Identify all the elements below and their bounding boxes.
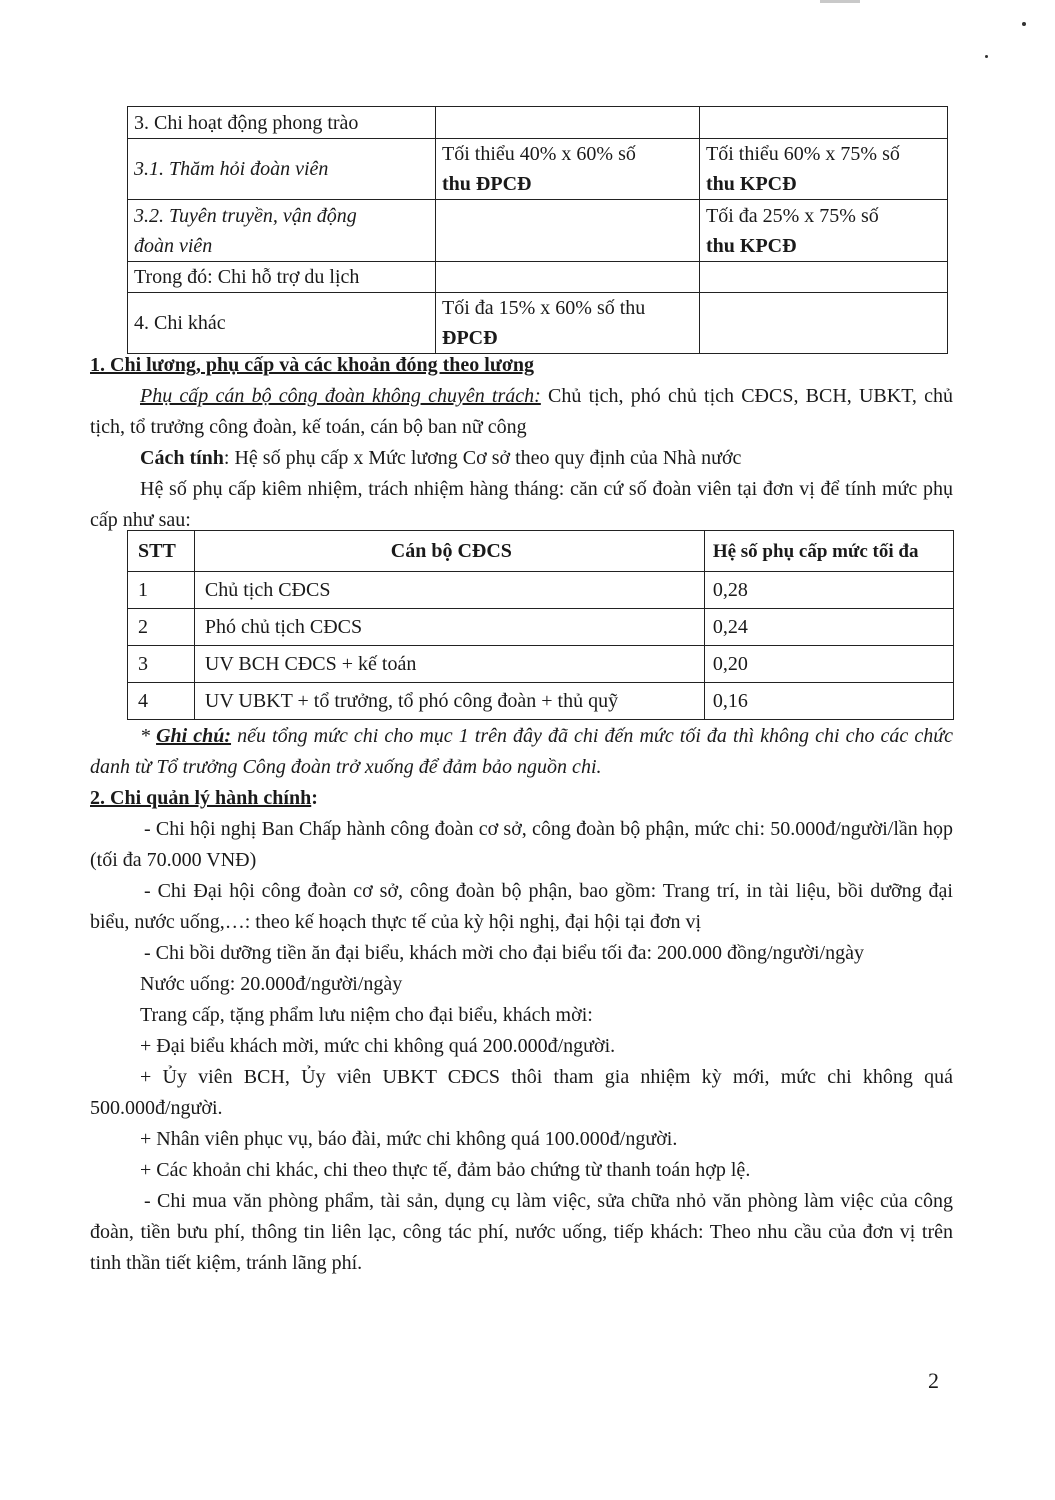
- paragraph: + Đại biểu khách mời, mức chi không quá 200.000đ/người.: [140, 1035, 616, 1057]
- table-cell: 3.1. Thăm hỏi đoàn viên: [128, 139, 436, 200]
- column-header: Cán bộ CĐCS: [194, 531, 704, 572]
- paragraph: Trang cấp, tặng phẩm lưu niệm cho đại biểu, khách mời:: [140, 1004, 593, 1026]
- table-row: [128, 200, 948, 262]
- section-heading: [90, 350, 953, 381]
- section-heading-text: 2. Chi quản lý hành chính: [90, 787, 312, 809]
- paragraph: + Ủy viên BCH, Ủy viên UBKT CĐCS thôi tham gia nhiệm kỳ mới, mức chi không quá 500.000đ/người.: [90, 1066, 953, 1119]
- table-cell: 3. Chi hoạt động phong trào: [128, 107, 436, 139]
- allowance-label: Phụ cấp cán bộ công đoàn không chuyên trách:: [140, 385, 541, 407]
- table-cell: Trong đó: Chi hỗ trợ du lịch: [128, 262, 436, 293]
- cell-line: thu KPCĐ: [706, 173, 797, 195]
- table-cell: [436, 293, 700, 354]
- table-cell: UV BCH CĐCS + kế toán: [194, 646, 704, 683]
- cell-line: Tối đa 25% x 75% số: [706, 204, 879, 227]
- paragraph: [90, 443, 953, 474]
- heading-colon: :: [311, 787, 318, 809]
- table-cell: [128, 200, 436, 262]
- table-cell: 4. Chi khác: [128, 293, 436, 354]
- cell-line: ĐPCĐ: [442, 327, 498, 349]
- note: [90, 721, 953, 783]
- paragraph: - Chi mua văn phòng phẩm, tài sản, dụng cụ làm việc, sửa chữa nhỏ văn phòng làm việc của công đoàn, tiền bưu phí, thông tin liên lạc, công tác phí, nước uống, tiếp khách: Theo nhu cầu của đơn vị trên tinh thần tiết kiệm, tránh lãng phí.: [90, 1190, 953, 1274]
- section-2: [90, 721, 953, 1279]
- table-row: [128, 646, 954, 683]
- table-cell: [436, 139, 700, 200]
- column-header: STT: [128, 531, 195, 572]
- table-cell: [436, 262, 700, 293]
- paragraph: Nước uống: 20.000đ/người/ngày: [140, 973, 403, 995]
- cell-line: Tối đa 15% x 60% số thu: [442, 297, 646, 319]
- cell-line: đoàn viên: [134, 234, 213, 257]
- table-cell: [700, 293, 948, 354]
- cell-line: Tối thiểu 60% x 75% số: [706, 143, 900, 165]
- budget-table: [127, 106, 948, 354]
- table-cell: [700, 107, 948, 139]
- method-label: Cách tính: [140, 447, 224, 469]
- table-cell: [700, 262, 948, 293]
- cell-line: thu ĐPCĐ: [442, 173, 532, 195]
- table-cell: 0,24: [704, 609, 953, 646]
- scan-dot: [985, 55, 988, 58]
- paragraph: - Chi Đại hội công đoàn cơ sở, công đoàn bộ phận, bao gồm: Trang trí, in tài liệu, bồi dưỡng đại biểu, nước uống,…: theo kế hoạch thực tế của kỳ hội nghị, đại hội tại đơn vị: [90, 880, 953, 933]
- table-cell: 2: [128, 609, 195, 646]
- paragraph: - Chi bồi dưỡng tiền ăn đại biểu, khách mời cho đại biểu tối đa: 200.000 đồng/người/ngày: [144, 942, 864, 964]
- paragraph: - Chi hội nghị Ban Chấp hành công đoàn cơ sở, công đoàn bộ phận, mức chi: 50.000đ/người/lần họp (tối đa 70.000 VNĐ): [90, 818, 953, 871]
- table-cell: 0,16: [704, 683, 953, 720]
- section-1: [90, 350, 953, 536]
- page-number: 2: [928, 1368, 939, 1393]
- scan-mark: [820, 0, 860, 3]
- section-heading: [90, 783, 953, 814]
- allowance-table: [127, 530, 954, 720]
- allowance-text: Chủ tịch, phó chủ tịch CĐCS, BCH, UBKT, chủ tịch, tổ trưởng công đoàn, kế toán, cán bộ ban nữ công: [90, 385, 954, 438]
- cell-line: thu KPCĐ: [706, 234, 797, 257]
- note-text: nếu tổng mức chi cho mục 1 trên đây đã chi đến mức tối đa thì không chi cho các chức danh từ Tổ trưởng Công đoàn trở xuống để đảm bảo nguồn chi.: [90, 725, 953, 778]
- paragraph: Hệ số phụ cấp kiêm nhiệm, trách nhiệm hàng tháng: căn cứ số đoàn viên tại đơn vị để tính mức phụ cấp như sau:: [90, 478, 953, 531]
- table-row: [128, 107, 948, 139]
- table-cell: Phó chủ tịch CĐCS: [194, 609, 704, 646]
- paragraph: + Nhân viên phục vụ, báo đài, mức chi không quá 100.000đ/người.: [140, 1128, 678, 1150]
- table-cell: 1: [128, 572, 195, 609]
- note-label: Ghi chú:: [156, 725, 232, 747]
- table-cell: 3: [128, 646, 195, 683]
- paragraph: [90, 381, 953, 443]
- method-text: : Hệ số phụ cấp x Mức lương Cơ sở theo quy định của Nhà nước: [223, 447, 742, 469]
- table-header-row: [128, 531, 954, 572]
- paragraph: + Các khoản chi khác, chi theo thực tế, đảm bảo chứng từ thanh toán hợp lệ.: [140, 1159, 751, 1181]
- table-row: [128, 609, 954, 646]
- table-cell: [700, 139, 948, 200]
- table-cell: 0,28: [704, 572, 953, 609]
- table-cell: 4: [128, 683, 195, 720]
- cell-line: 3.2. Tuyên truyền, vận động: [134, 204, 357, 227]
- table-cell: [436, 200, 700, 262]
- table-row: [128, 293, 948, 354]
- table-row: [128, 139, 948, 200]
- table-row: [128, 683, 954, 720]
- table-cell: 0,20: [704, 646, 953, 683]
- cell-line: Tối thiểu 40% x 60% số: [442, 143, 636, 165]
- table-cell: Chủ tịch CĐCS: [194, 572, 704, 609]
- table-row: [128, 572, 954, 609]
- table-row: [128, 262, 948, 293]
- table-cell: [700, 200, 948, 262]
- table-cell: UV UBKT + tổ trưởng, tổ phó công đoàn + thủ quỹ: [194, 683, 704, 720]
- table-cell: [436, 107, 700, 139]
- note-star: *: [140, 725, 157, 747]
- column-header: Hệ số phụ cấp mức tối đa: [704, 531, 953, 572]
- section-heading-text: 1. Chi lương, phụ cấp và các khoản đóng theo lương: [90, 354, 535, 376]
- scan-dot: [1022, 22, 1026, 26]
